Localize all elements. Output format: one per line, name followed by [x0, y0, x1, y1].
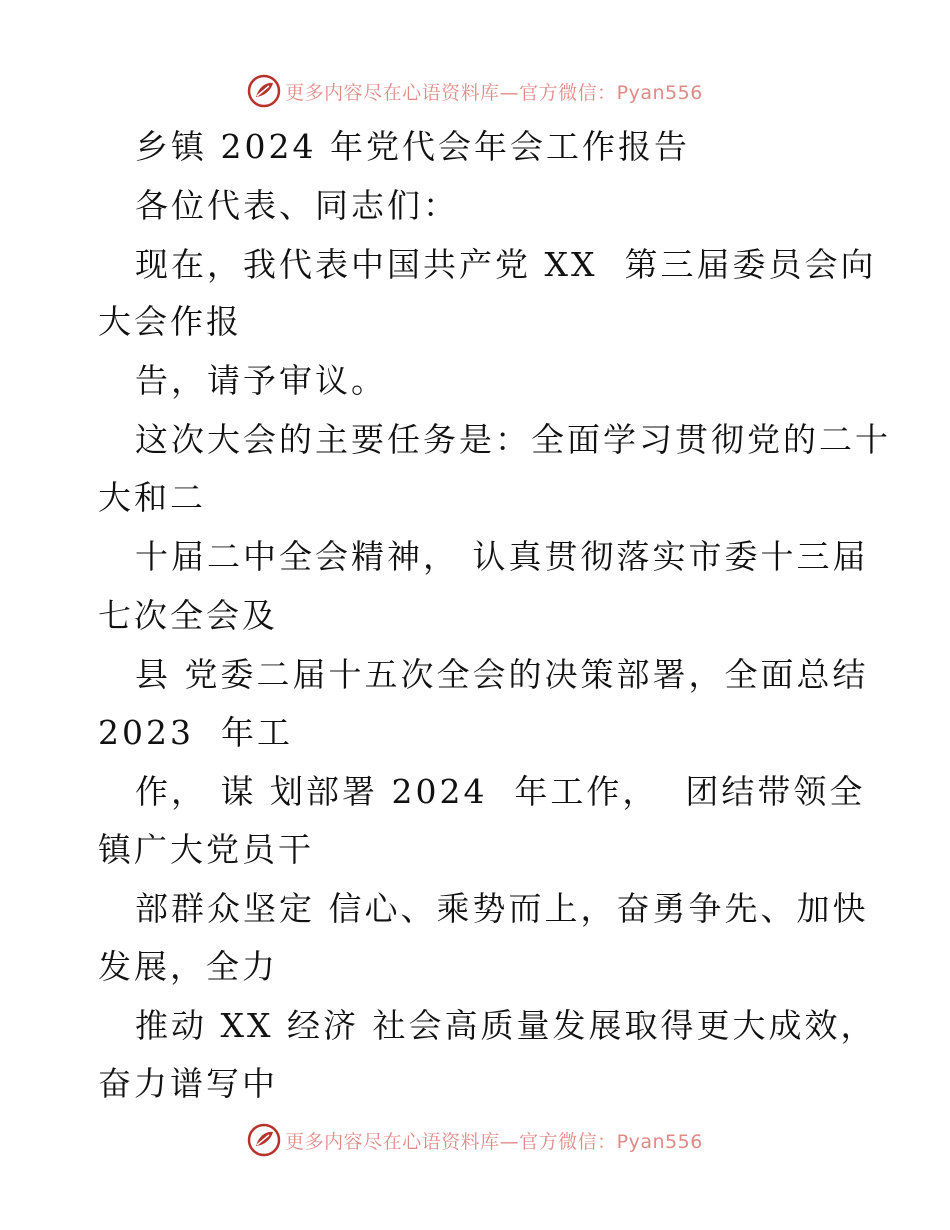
- paragraph-line: 七次全会及: [98, 596, 278, 635]
- salutation: 各位代表、同志们：: [135, 186, 459, 225]
- watermark-header: [0, 71, 950, 111]
- paragraph-line: 十届二中全会精神， 认真贯彻落实市委十三届: [135, 537, 869, 576]
- paragraph-line: 这次大会的主要任务是：全面学习贯彻党的二十: [135, 420, 891, 459]
- watermark-text: 更多内容尽在心语资料库—官方微信：Pyan556: [285, 81, 703, 104]
- paragraph-line: 告，请予审议。: [135, 361, 387, 400]
- leaf-seal-icon: [247, 74, 281, 108]
- document-title: 乡镇 2024 年党代会年会工作报告: [135, 127, 690, 166]
- paragraph-line: 现在，我代表中国共产党 XX 第三届委员会向: [135, 245, 877, 284]
- paragraph-line: 县 党委二届十五次全会的决策部署，全面总结: [135, 655, 869, 694]
- paragraph-line: 大和二: [98, 478, 206, 517]
- paragraph-line: 镇广大党员干: [98, 830, 314, 869]
- paragraph-line: 2023 年工: [98, 713, 293, 752]
- paragraph-line: 推动 XX 经济 社会高质量发展取得更大成效，: [135, 1006, 877, 1045]
- paragraph-line: 发展，全力: [98, 947, 278, 986]
- leaf-seal-icon: [247, 1123, 281, 1157]
- paragraph-line: 奋力谱写中: [98, 1064, 278, 1103]
- watermark-footer: [0, 1120, 950, 1160]
- paragraph-line: 大会作报: [98, 302, 242, 341]
- paragraph-line: 部群众坚定 信心、乘势而上，奋勇争先、加快: [135, 889, 869, 928]
- paragraph-line: 作， 谋 划部署 2024 年工作， 团结带领全: [135, 772, 866, 811]
- watermark-text: 更多内容尽在心语资料库—官方微信：Pyan556: [285, 1130, 703, 1153]
